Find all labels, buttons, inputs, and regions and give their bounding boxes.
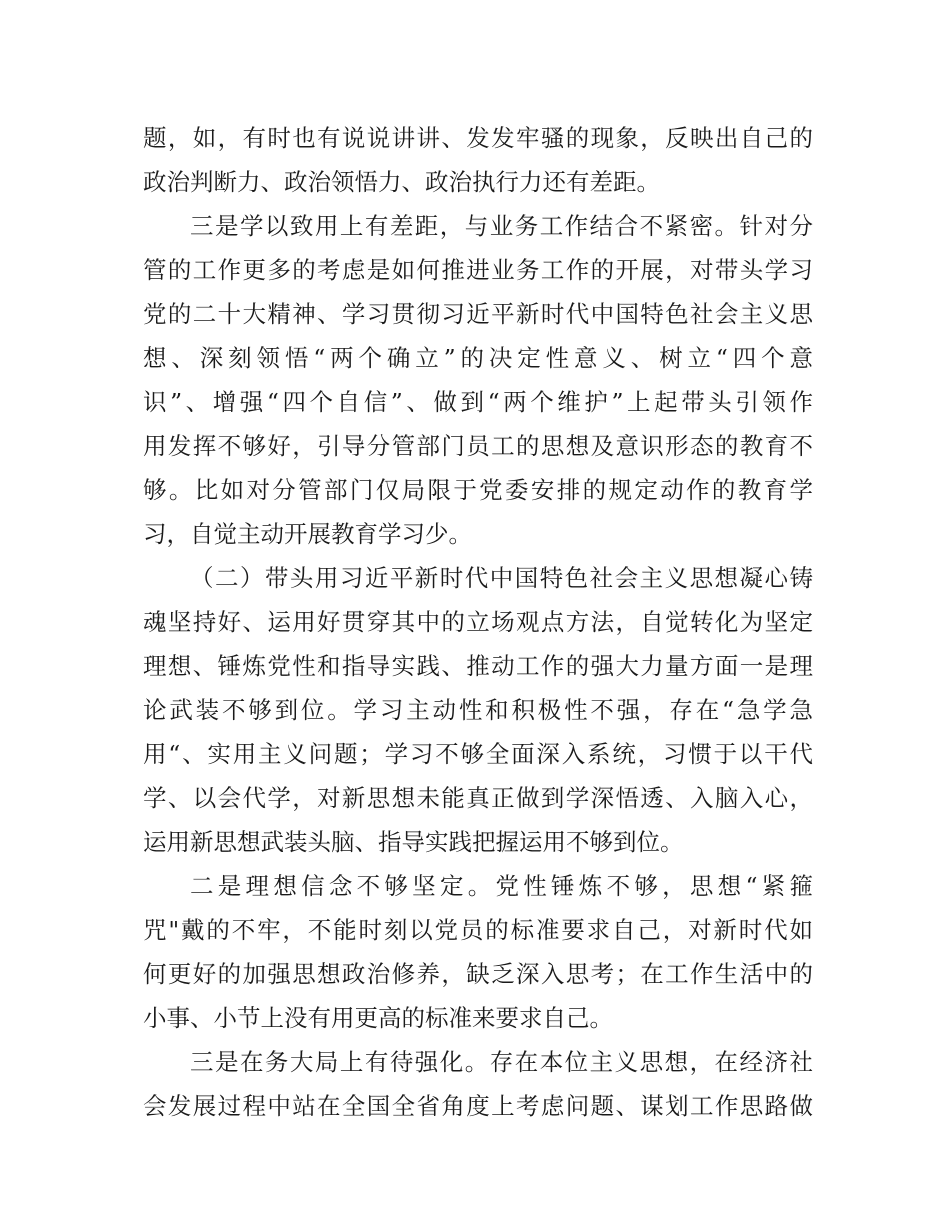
text-line: 论武装不够到位。学习主动性和积极性不强，存在“急学急	[143, 696, 813, 724]
text-line: 用“、实用主义问题；学习不够全面深入系统，习惯于以干代	[143, 740, 813, 768]
text-line: 三是学以致用上有差距，与业务工作结合不紧密。针对分	[190, 212, 813, 240]
text-line: （二）带头用习近平新时代中国特色社会主义思想凝心铸	[190, 564, 813, 592]
text-line: 想、深刻领悟“两个确立”的决定性意义、树立“四个意	[143, 344, 813, 372]
text-line: 运用新思想武装头脑、指导实践把握运用不够到位。	[143, 828, 684, 856]
text-line: 二是理想信念不够坚定。党性锤炼不够，思想“紧箍	[190, 872, 813, 900]
text-line: 理想、锤炼党性和指导实践、推动工作的强大力量方面一是理	[143, 652, 813, 680]
text-line: 学、以会代学，对新思想未能真正做到学深悟透、入脑入心，	[143, 784, 813, 812]
text-line: 够。比如对分管部门仅局限于党委安排的规定动作的教育学	[143, 476, 813, 504]
text-line: 三是在务大局上有待强化。存在本位主义思想，在经济社	[190, 1048, 813, 1076]
text-line: 何更好的加强思想政治修养，缺乏深入思考；在工作生活中的	[143, 960, 813, 988]
text-line: 题，如，有时也有说说讲讲、发发牢骚的现象，反映出自己的	[143, 124, 813, 152]
text-line: 咒"戴的不牢，不能时刻以党员的标准要求自己，对新时代如	[143, 916, 813, 944]
text-line: 识”、增强“四个自信”、做到“两个维护”上起带头引领作	[143, 388, 813, 416]
text-line: 习，自觉主动开展教育学习少。	[143, 520, 472, 548]
text-line: 魂坚持好、运用好贯穿其中的立场观点方法，自觉转化为坚定	[143, 608, 813, 636]
text-line: 用发挥不够好，引导分管部门员工的思想及意识形态的教育不	[143, 432, 813, 460]
text-line: 小事、小节上没有用更高的标准来要求自己。	[143, 1004, 613, 1032]
text-line: 党的二十大精神、学习贯彻习近平新时代中国特色社会主义思	[143, 300, 813, 328]
text-line: 政治判断力、政治领悟力、政治执行力还有差距。	[143, 168, 660, 196]
text-line: 会发展过程中站在全国全省角度上考虑问题、谋划工作思路做	[143, 1092, 813, 1120]
text-line: 管的工作更多的考虑是如何推进业务工作的开展，对带头学习	[143, 256, 813, 284]
body-text	[143, 116, 813, 1128]
